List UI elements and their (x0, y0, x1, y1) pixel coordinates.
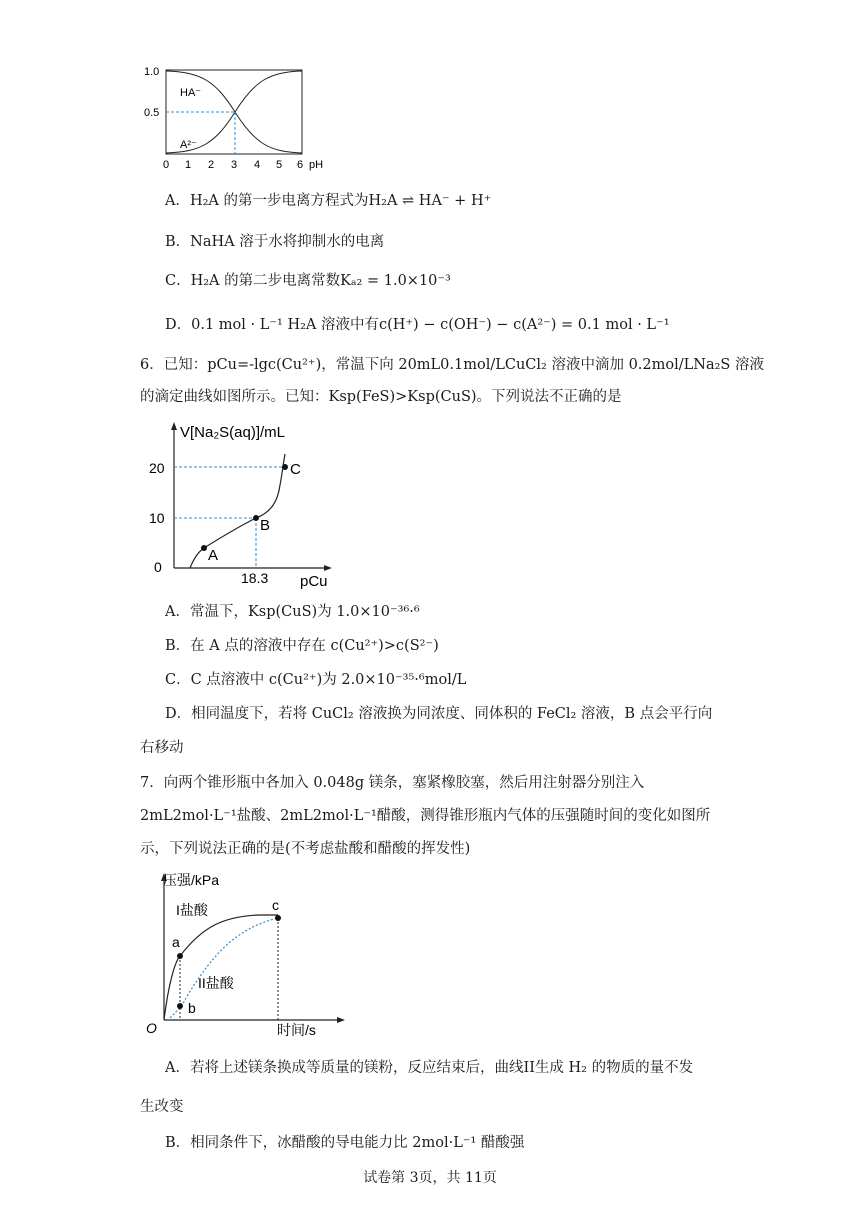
xticks (163, 159, 303, 171)
xtick: 5 (276, 159, 283, 171)
q7-stem-line3: 示，下列说法正确的是(不考虑盐酸和醋酸的挥发性) (140, 841, 471, 857)
q6-stem-line1: 6．已知：pCu=-lgc(Cu²⁺)，常温下向 20mL0.1mol/LCuCl₂ 溶液中滴加 0.2mol/LNa₂S 溶液 (140, 357, 764, 373)
x-unit: pH (309, 159, 324, 171)
q6-option-b: B．在 A 点的溶液中存在 c(Cu²⁺)>c(S²⁻) (165, 638, 439, 654)
q7-option-a-line1: A．若将上述镁条换成等质量的镁粉，反应结束后，曲线II生成 H₂ 的物质的量不发 (165, 1060, 694, 1076)
curve-2 (170, 918, 278, 1018)
q5-option-b: B．NaHA 溶于水将抑制水的电离 (165, 234, 385, 250)
q5-option-a: A．H₂A 的第一步电离方程式为H₂A ⇌ HA⁻ + H⁺ (165, 193, 492, 209)
q6-option-d-line1: D．相同温度下，若将 CuCl₂ 溶液换为同浓度、同体积的 FeCl₂ 溶液，B 点会平行向 (165, 706, 713, 722)
q7-option-a-line2: 生改变 (140, 1099, 184, 1115)
xtick: 1 (185, 159, 192, 171)
q6-option-d-line2: 右移动 (140, 740, 184, 756)
xtick: 2 (208, 159, 215, 171)
point-c (282, 464, 288, 470)
origin-label: O (146, 1020, 157, 1036)
curve-1-label: I盐酸 (176, 902, 208, 918)
ytick-0: 0 (154, 559, 162, 575)
xtick: 3 (231, 159, 238, 171)
x-label: 时间/s (277, 1022, 316, 1038)
pressure-figure (140, 868, 360, 1040)
label-c: c (272, 897, 279, 913)
point-b (253, 515, 259, 521)
point-b (177, 1003, 183, 1009)
ytick-10: 10 (149, 510, 165, 526)
x-label: pCu (300, 573, 328, 590)
label-ha: HA⁻ (180, 87, 202, 99)
xtick: 4 (254, 159, 261, 171)
xtick: 0 (163, 159, 170, 171)
point-a (201, 545, 207, 551)
point-c (275, 915, 281, 921)
page-footer: 试卷第 3页，共 11页 (363, 1170, 497, 1186)
q6-option-c: C．C 点溶液中 c(Cu²⁺)为 2.0×10⁻³⁵·⁶mol/L (165, 672, 467, 688)
q7-stem-line2: 2mL2mol·L⁻¹盐酸、2mL2mol·L⁻¹醋酸，测得锥形瓶内气体的压强随时间的变化如图所 (140, 808, 711, 824)
y-label: V[Na₂S(aq)]/mL (180, 424, 286, 441)
ytick-top: 1.0 (144, 66, 160, 78)
point-a (177, 953, 183, 959)
q7-stem-line1: 7．向两个锥形瓶中各加入 0.048g 镁条，塞紧橡胶塞，然后用注射器分别注入 (140, 775, 645, 791)
y-arrow (171, 422, 177, 430)
curve-2-label: II盐酸 (198, 975, 234, 991)
distribution-figure (140, 60, 340, 178)
label-a2: A²⁻ (180, 139, 197, 151)
ytick-mid: 0.5 (144, 107, 160, 119)
x-arrow (324, 565, 332, 571)
label-a: a (172, 934, 180, 950)
q5-option-c: C．H₂A 的第二步电离常数Kₐ₂ = 1.0×10⁻³ (165, 273, 451, 289)
q6-stem-line2: 的滴定曲线如图所示。已知：Ksp(FeS)>Ksp(CuS)。下列说法不正确的是 (140, 389, 622, 405)
titration-figure (140, 420, 360, 592)
x-arrow (337, 1017, 345, 1023)
label-b: B (260, 517, 271, 534)
q7-option-b: B．相同条件下，冰醋酸的导电能力比 2mol·L⁻¹ 醋酸强 (165, 1135, 525, 1151)
label-a: A (208, 547, 219, 564)
q6-option-a: A．常温下，Ksp(CuS)为 1.0×10⁻³⁶·⁶ (165, 604, 420, 620)
y-label: 压强/kPa (163, 872, 220, 888)
label-b: b (188, 1000, 196, 1016)
ytick-20: 20 (149, 460, 165, 476)
xtick: 6 (297, 159, 304, 171)
label-c: C (290, 461, 301, 478)
q5-option-d: D．0.1 mol · L⁻¹ H₂A 溶液中有c(H⁺) − c(OH⁻) − c(A²⁻) = 0.1 mol · L⁻¹ (165, 317, 670, 333)
xtick-18-3: 18.3 (241, 570, 269, 586)
